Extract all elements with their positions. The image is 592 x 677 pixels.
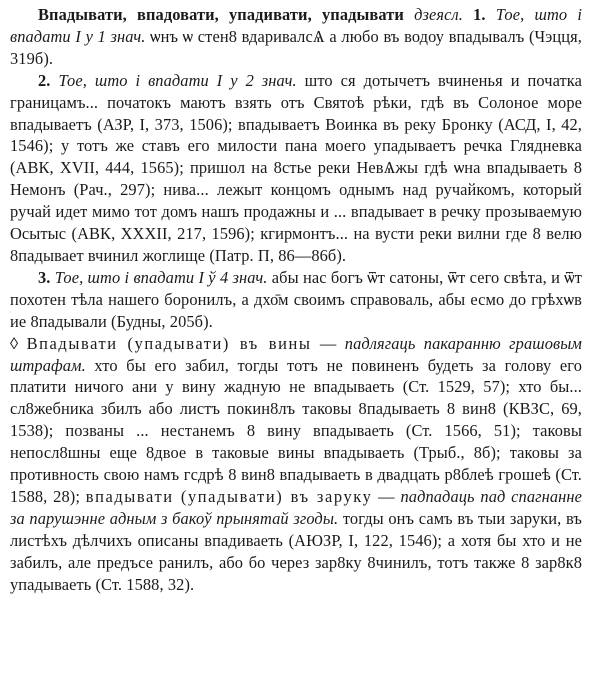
phrase-gloss-1: падлягаць пакаранню грашовым штрафам. xyxy=(10,333,582,375)
entry-paragraph-phrases xyxy=(10,333,582,596)
sense-gloss-1: Тое, што і впадати І у 1 знач. xyxy=(10,5,583,46)
entry-paragraph-3 xyxy=(10,267,582,333)
phrase-gloss-2: падпадаць пад спагнанне за парушэнне адным з бакоў прынятай згоды. xyxy=(10,486,582,528)
quotation-3: абы нас богъ ѿт сатоны, ѿт сего свѣта, и ѿт похотен тѣла нашего боронилъ, а дхо̄м своимъ справоваль, абы есмо до грѣхѡв ие 8падывали (Будны, 205б). xyxy=(10,267,582,331)
sense-gloss-3: Тое, што і впадати І ў 4 знач. xyxy=(54,267,268,287)
entry-paragraph-2 xyxy=(10,70,582,267)
quotation-2: што ся дотычетъ вчиненья и початка границамъ... початокъ маютъ взять отъ Святоѣ рѣки, гдѣ въ Солоное море впадываетъ (АЗР, I, 373, 1506); впадываетъ Воинка въ реку Бронку (АСД, I, 42, 1546); у тотъ же ставъ его милости пана моего упадываетъ речка Глядневка (АВК, XVII, 444, 1565); пришол на 8стье реки НевѦжы гдѣ ѡна впадываеть 8 Немонъ (Рач., 297); нива... лежыт концомъ однымъ над ручайкомъ, который ручай идет мимо тот домъ нашъ продажны и ... впадывает в речку прозываемую Осытыс (АВК, XXXII, 217, 1596); кгирмонтъ... на вусти реки вилни где 8 велю 8падывает вчинил жоглище (Патр. П, 86—86б). xyxy=(10,70,582,265)
phrase-quotation-1: хто бы его забил, тогды тотъ не повиненъ будеть за голову его платити ничого ани у вину жадную не впадываеть (Ст. 1529, 57); хто бы... сл8жебника збилъ або листъ покин8лъ таковы 8падываеть 8 вин8 (КВЗС, 69, 1538); позваны ... нестанемъ 8 вину впадываеть (Ст. 1566, 51); таковы непосл8шны еще 8двое в таковые вины впадываеть (Трыб., 8б); таковы за противность свою намъ гсдрѣ 8 вин8 впадываеть в двадцать р8блеѣ грошеѣ (Ст. 1588, 28); xyxy=(10,355,582,506)
sense-number-1: 1. xyxy=(473,5,486,24)
headword: Впадывати, впадовати, упадивати, упадывати xyxy=(38,5,404,24)
phrase-dash-2: — xyxy=(372,486,401,506)
diamond-icon: ◊ xyxy=(10,333,19,353)
phrase-2: впадывати (упадывати) въ заруку xyxy=(85,486,373,506)
sense-gloss-2: Тое, што і впадати І у 2 знач. xyxy=(58,70,297,90)
sense-number-2: 2. xyxy=(38,70,51,90)
sense-number-3: 3. xyxy=(38,267,51,287)
entry-paragraph-1 xyxy=(10,4,582,70)
phrase-1: Впадывати (упадывати) въ вины xyxy=(26,333,312,353)
quotation-1: ѡнъ ѡ стен8 вдаривалсѦ а любо въ водоу впадывалъ (Чэцця, 319б). xyxy=(10,26,582,68)
phrase-dash-1: — xyxy=(311,333,345,353)
grammar-label: дзеясл. xyxy=(414,5,463,24)
phrase-quotation-2: тогды онъ самъ въ тыи заруки, въ листѣхъ дѣлчихъ описаны впадиваеть (АЮЗР, I, 122, 1546); а хотя бы хто и не забилъ, але предъсе ранилъ, або бо через зар8ку 8чинилъ, тотъ также 8 зар8к8 упадываеть (Ст. 1588, 32). xyxy=(10,508,583,594)
